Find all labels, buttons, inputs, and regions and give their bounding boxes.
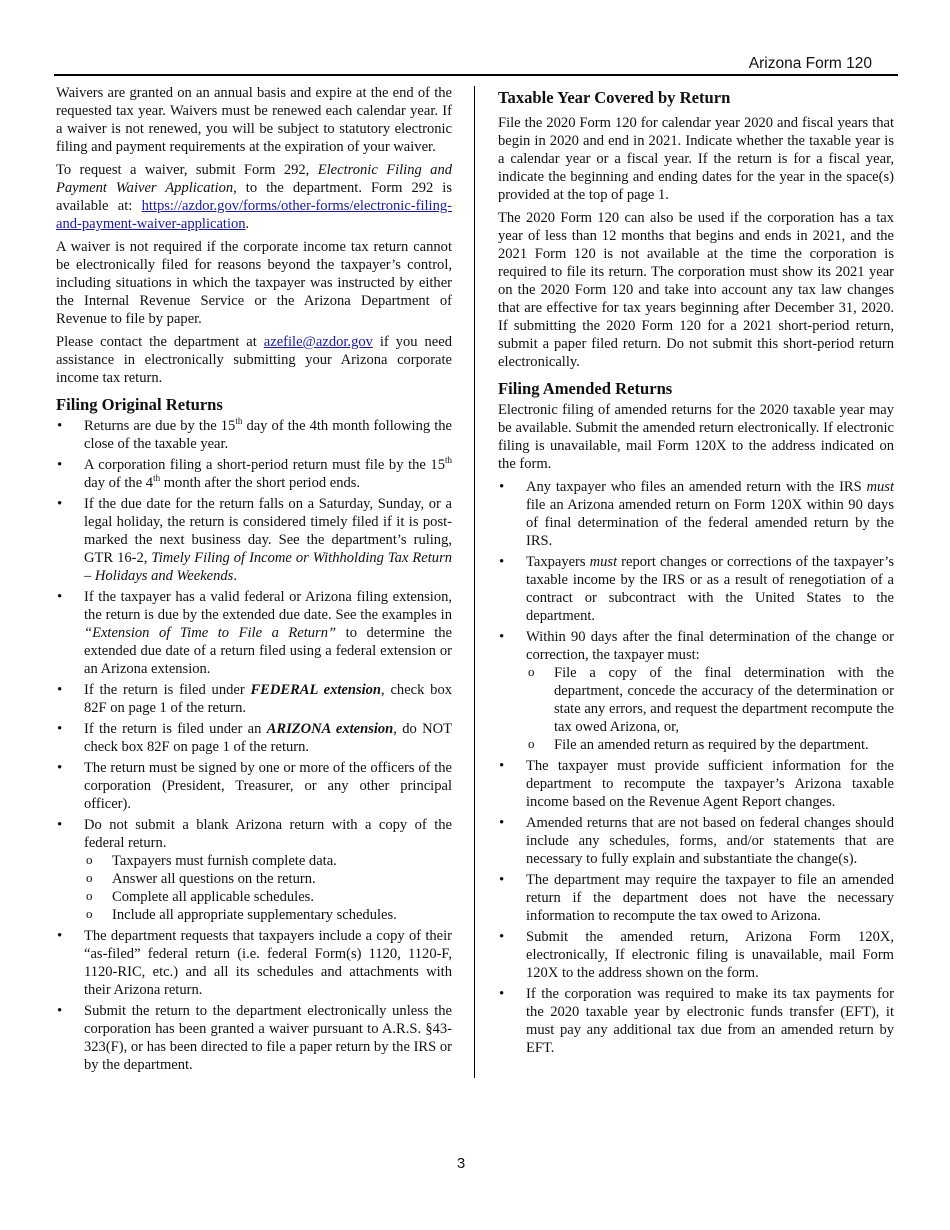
sub-list [526, 664, 894, 754]
list-item: • Returns are due by the 15th day of the 4th month following the close of the taxable year. [56, 417, 452, 453]
list-item: • Within 90 days after the final determination of the change or correction, the taxpayer must: o File a copy of the final determination with the department, concede the accuracy of the determination or state any errors, and request the department recompute the tax owed Arizona, or, o File an amended return as required by the department. [498, 628, 894, 754]
sub-list-item: o Answer all questions on the return. [84, 870, 452, 888]
original-returns-list [56, 417, 452, 1074]
list-item: • A corporation filing a short-period return must file by the 15th day of the 4th month after the short period ends. [56, 456, 452, 492]
list-item: • The department requests that taxpayers include a copy of their “as-filed” federal return (i.e. federal Form(s) 1120, 1120-F, 1120-RIC, etc.) and all its schedules and attachments with their Arizona return. [56, 927, 452, 999]
list-item: • If the taxpayer has a valid federal or Arizona filing extension, the return is due by the extended due date. See the examples in “Extension of Time to File a Return” to determine the extended due date of a return filed using a federal extension or an Arizona extension. [56, 588, 452, 678]
filing-amended-returns-heading: Filing Amended Returns [498, 379, 673, 398]
list-item: • If the return is filed under FEDERAL extension, check box 82F on page 1 of the return. [56, 681, 452, 717]
sub-list-item: o File a copy of the final determination with the department, concede the accuracy of the determination or state any errors, and request the department recompute the tax owed Arizona, or, [526, 664, 894, 736]
list-item: • If the return is filed under an ARIZONA extension, do NOT check box 82F on page 1 of the return. [56, 720, 452, 756]
form-title: Arizona Form 120 [748, 55, 872, 72]
left-column [56, 84, 452, 1077]
taxable-year-heading: Taxable Year Covered by Return [498, 88, 731, 107]
waiver-paragraph: Waivers are granted on an annual basis and expire at the end of the requested tax year. Waivers must be renewed each calendar year. If a waiver is not renewed, you will be subject to statutory electronic filing and payment requirements at the expiration of your waiver. [56, 85, 452, 155]
list-item: • Submit the return to the department electronically unless the corporation has been granted a waiver pursuant to A.R.S. §43-323(F), or has been directed to file a paper return by the IRS or by the department. [56, 1002, 452, 1074]
waiver-request-paragraph: To request a waiver, submit Form 292, Electronic Filing and Payment Waiver Application, to the department. Form 292 is available at: https://azdor.gov/forms/other-forms/electronic-filing-and-payment-waiver-application. [56, 162, 452, 232]
right-column [498, 88, 894, 1060]
contact-paragraph: Please contact the department at azefile@azdor.gov if you need assistance in electronically submitting your Arizona corporate income tax return. [56, 334, 452, 386]
list-item: • The return must be signed by one or more of the officers of the corporation (President, Treasurer, or any other principal officer). [56, 759, 452, 813]
amended-returns-list [498, 478, 894, 1057]
waiver-form-link[interactable]: https://azdor.gov/forms/other-forms/electronic-filing-and-payment-waiver-application [56, 198, 452, 232]
waiver-not-required-paragraph: A waiver is not required if the corporate income tax return cannot be electronically filed for reasons beyond the taxpayer’s control, including situations in which the taxpayer was instructed by either the Internal Revenue Service or the Arizona Department of Revenue to file by paper. [56, 239, 452, 327]
form-292-title: Electronic Filing and Payment Waiver Application [56, 162, 452, 196]
list-item: • The taxpayer must provide sufficient information for the department to recompute the taxpayer’s Arizona taxable income based on the Revenue Agent Report changes. [498, 757, 894, 811]
column-divider [474, 86, 475, 1078]
list-item: • If the due date for the return falls on a Saturday, Sunday, or a legal holiday, the return is considered timely filed if it is post-marked the next business day. See the department’s ruling, GTR 16-2, Timely Filing of Income or Withholding Tax Return – Holidays and Weekends. [56, 495, 452, 585]
azefile-email-link[interactable]: azefile@azdor.gov [263, 334, 373, 350]
sub-list-item: o Include all appropriate supplementary schedules. [84, 906, 452, 924]
list-item: • If the corporation was required to make its tax payments for the 2020 taxable year by electronic funds transfer (EFT), it must pay any additional tax due from an amended return by EFT. [498, 985, 894, 1057]
list-item: • Submit the amended return, Arizona Form 120X, electronically, If electronic filing is unavailable, mail Form 120X to the address shown on the form. [498, 928, 894, 982]
sub-list-item: o Complete all applicable schedules. [84, 888, 452, 906]
sub-list-item: o File an amended return as required by the department. [526, 736, 894, 754]
list-item: • Amended returns that are not based on federal changes should include any schedules, forms, and/or statements that are necessary to fully explain and substantiate the change(s). [498, 814, 894, 868]
header-rule [54, 74, 898, 76]
page-number: 3 [456, 1155, 466, 1172]
list-item: • Do not submit a blank Arizona return with a copy of the federal return. o Taxpayers must furnish complete data. o Answer all questions on the return. o Complete all applicable schedules. o Include all appropriate supplementary schedules. [56, 816, 452, 924]
short-period-paragraph: The 2020 Form 120 can also be used if the corporation has a tax year of less than 12 months that begins and ends in 2021, and the 2021 Form 120 is not available at the time the corporation is required to file its return. The corporation must show its 2021 year on the 2020 Form 120 and take into account any tax law changes that are effective for tax years beginning after December 31, 2020. If submitting the 2020 Form 120 for a 2021 short-period return, submit a paper filed return. Do not submit this short-period return electronically. [498, 210, 894, 370]
list-item: • Any taxpayer who files an amended return with the IRS must file an Arizona amended return on Form 120X within 90 days of final determination of the federal amended return by the IRS. [498, 478, 894, 550]
list-item: • Taxpayers must report changes or corrections of the taxpayer’s taxable income by the IRS or as a result of renegotiation of a contract or subcontract with the United States to the department. [498, 553, 894, 625]
filing-original-returns-heading: Filing Original Returns [56, 395, 223, 414]
list-item: • The department may require the taxpayer to file an amended return if the department does not have the necessary information to recompute the tax owed to Arizona. [498, 871, 894, 925]
amended-intro-paragraph: Electronic filing of amended returns for the 2020 taxable year may be available. Submit the amended return electronically. If electronic filing is unavailable, mail Form 120X to the address indicated on the form. [498, 402, 894, 472]
sub-list-item: o Taxpayers must furnish complete data. [84, 852, 452, 870]
sub-list [84, 852, 452, 924]
taxable-year-paragraph: File the 2020 Form 120 for calendar year 2020 and fiscal years that begin in 2020 and end in 2021. Indicate whether the taxable year is a calendar year or a fiscal year. If the return is for a fiscal year, indicate the beginning and ending dates for the year in the space(s) provided at the top of page 1. [498, 115, 894, 203]
